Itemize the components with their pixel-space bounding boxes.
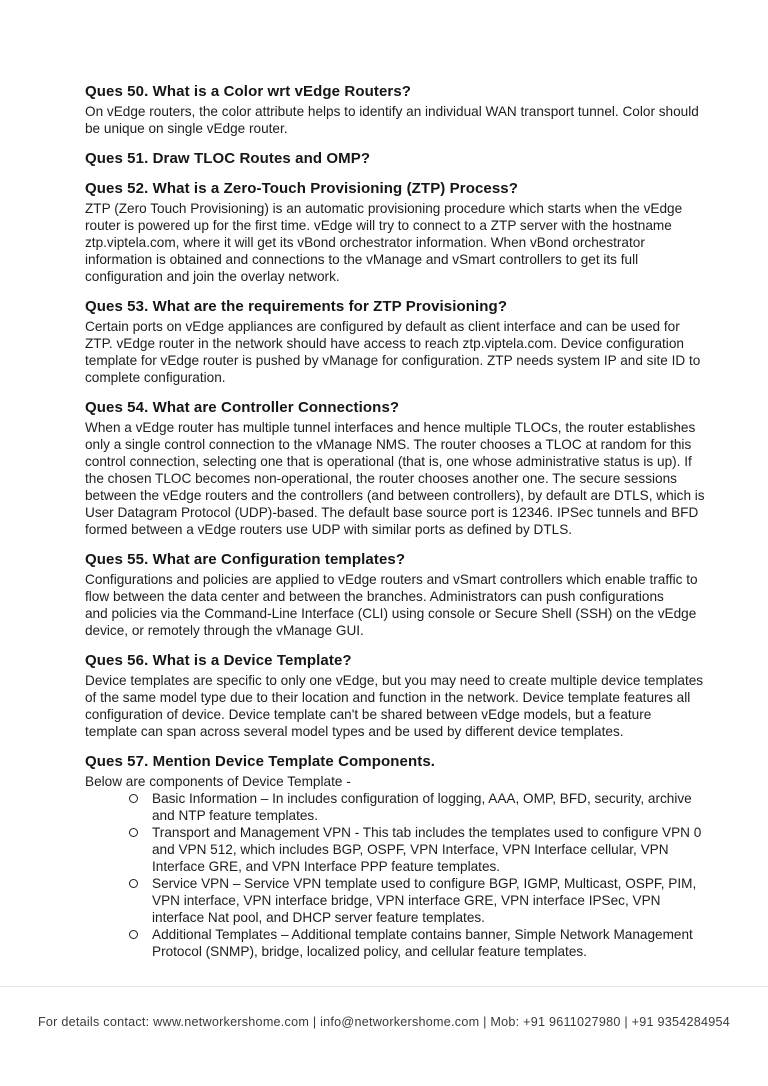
question-heading: Ques 57. Mention Device Template Components.	[85, 753, 436, 770]
list-item-text: Additional Templates – Additional template contains banner, Simple Network Management Protocol (SNMP), bridge, localized policy, and cellular feature templates.	[152, 927, 693, 959]
circle-bullet-icon	[129, 879, 138, 888]
list-item-text: Service VPN – Service VPN template used to configure BGP, IGMP, Multicast, OSPF, PIM, VPN interface, VPN interface bridge, VPN interface GRE, VPN interface IPSec, VPN interface Nat pool, and DHCP server feature templates.	[152, 876, 697, 925]
list-item	[85, 926, 707, 960]
question-body: On vEdge routers, the color attribute helps to identify an individual WAN transport tunnel. Color should be unique on single vEdge router.	[85, 104, 699, 136]
question-intro: Below are components of Device Template -	[85, 774, 351, 789]
question-53	[85, 298, 707, 386]
circle-bullet-icon	[129, 794, 138, 803]
device-template-components-list	[85, 790, 707, 960]
footer-divider	[0, 986, 768, 987]
question-55	[85, 551, 707, 639]
question-body: and policies via the Command-Line Interface (CLI) using console or Secure Shell (SSH) on the vEdge device, or remotely through the vManage GUI.	[85, 606, 697, 638]
question-heading: Ques 53. What are the requirements for ZTP Provisioning?	[85, 298, 508, 315]
question-heading: Ques 56. What is a Device Template?	[85, 652, 352, 669]
question-body: Certain ports on vEdge appliances are configured by default as client interface and can be used for ZTP. vEdge router in the network should have access to reach ztp.viptela.com. Device configuration template for vEdge router is pushed by vManage for configuration. ZTP needs system IP and site ID to complete configuration.	[85, 319, 701, 385]
question-body: When a vEdge router has multiple tunnel interfaces and hence multiple TLOCs, the router establishes only a single control connection to the vManage NMS. The router chooses a TLOC at random for this control connection, selecting one that is operational (that is, one whose administrative status is up). If the chosen TLOC becomes non-operational, the router chooses another one. The secure sessions between the vEdge routers and the controllers (and between controllers), by default are DTLS, which is User Datagram Protocol (UDP)-based. The default base source port is 12346. IPSec tunnels and BFD formed between a vEdge routers use UDP with similar ports as defined by DTLS.	[85, 420, 705, 537]
list-item-text: Transport and Management VPN - This tab includes the templates used to configure VPN 0 and VPN 512, which includes BGP, OSPF, VPN Interface, VPN Interface cellular, VPN Interface GRE, and VPN Interface PPP feature templates.	[152, 825, 702, 874]
question-heading: Ques 51. Draw TLOC Routes and OMP?	[85, 150, 371, 167]
list-item	[85, 824, 707, 875]
question-body: Device templates are specific to only one vEdge, but you may need to create multiple device templates of the same model type due to their location and function in the network. Device template features all configuration of device. Device template can't be shared between vEdge models, but a feature template can span across several model types and be used by different device templates.	[85, 673, 704, 739]
footer-contact-line: For details contact: www.networkershome.com | info@networkershome.com | Mob: +91 9611027980 | +91 9354284954	[37, 1015, 730, 1029]
question-heading: Ques 52. What is a Zero-Touch Provisioning (ZTP) Process?	[85, 180, 518, 197]
question-56	[85, 652, 707, 740]
list-item	[85, 790, 707, 824]
circle-bullet-icon	[129, 828, 138, 837]
question-heading: Ques 50. What is a Color wrt vEdge Routers?	[85, 83, 412, 100]
question-body: ZTP (Zero Touch Provisioning) is an automatic provisioning procedure which starts when the vEdge router is powered up for the first time. vEdge will try to connect to a ZTP server with the hostname ztp.viptela.com, where it will get its vBond orchestrator information. When vBond orchestrator information is obtained and connections to the vManage and vSmart controllers to get its full configuration and join the overlay network.	[85, 201, 683, 284]
question-heading: Ques 54. What are Controller Connections?	[85, 399, 400, 416]
list-item-text: Basic Information – In includes configuration of logging, AAA, OMP, BFD, security, archive and NTP feature templates.	[152, 791, 692, 823]
list-item	[85, 875, 707, 926]
document-content	[85, 70, 707, 960]
question-50	[85, 83, 707, 137]
question-57	[85, 753, 707, 960]
question-body: Configurations and policies are applied to vEdge routers and vSmart controllers which enable traffic to flow between the data center and between the branches. Administrators can push configurations	[85, 572, 698, 604]
question-52	[85, 180, 707, 285]
question-54	[85, 399, 707, 538]
circle-bullet-icon	[129, 930, 138, 939]
question-heading: Ques 55. What are Configuration templates?	[85, 551, 406, 568]
question-51	[85, 150, 707, 167]
